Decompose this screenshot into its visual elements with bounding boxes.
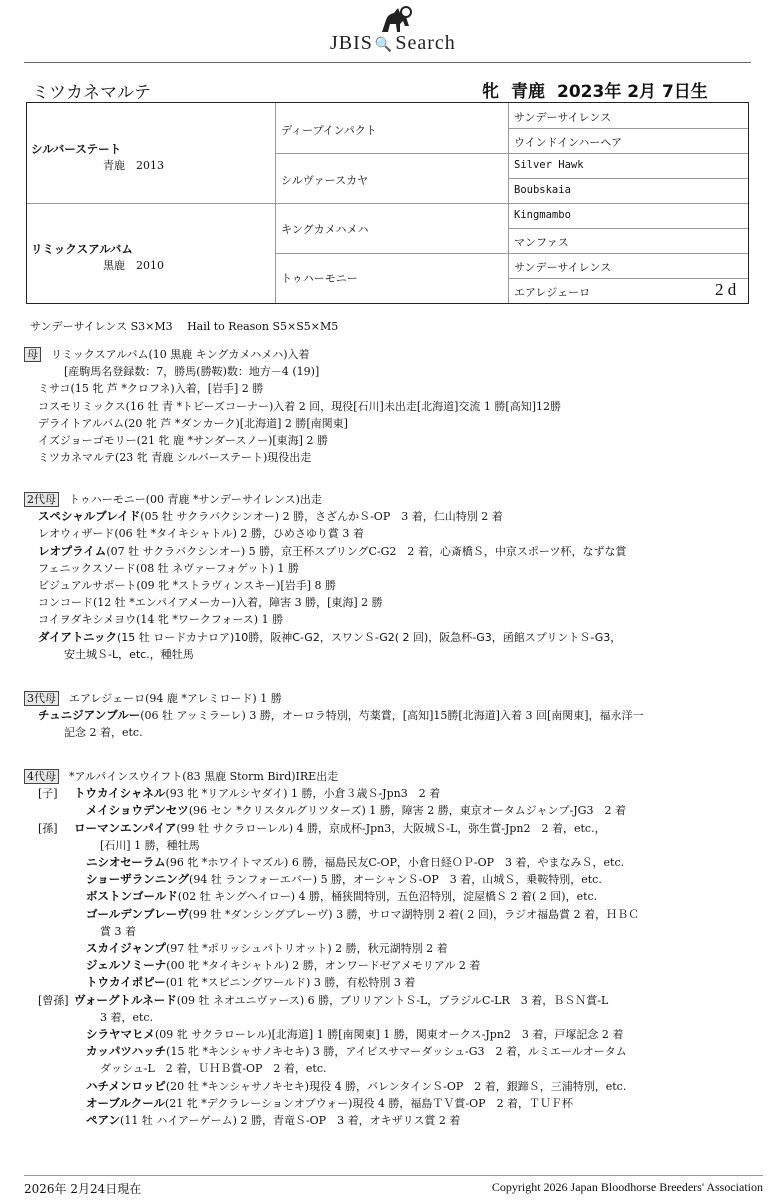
g2-head: トゥハーモニー(00 青鹿 *サンデーサイレンス)出走 [69,493,322,506]
pedigree-sdd[interactable]: Boubskaia [514,184,571,196]
g3-head: エアレジェーロ(94 鹿 *アレミロード) 1 勝 [69,692,282,705]
pedigree-line: カッパツハッチ(15 牝 *キンシャサノキセキ) 3 勝，アイビスサマーダッシュ-G3 2 着，ルミエールオータム [86,1044,627,1059]
pedigree-line: ペアン(11 牡 ハイアーゲーム) 2 勝，青竜Ｓ-OP 3 着，オキザリス賞 2 着 [86,1113,461,1128]
g2-badge: 2代母 [24,492,59,507]
pedigree-line: [孫] ローマンエンパイア(99 牡 サクラローレル) 4 勝，京成杯-Jpn3，大阪城Ｓ-L，弥生賞-Jpn2 2 着，etc.， [38,820,606,835]
dam-line: [産駒馬名登録数：7，勝馬(勝鞍)数：地方－4 (19)] [64,365,320,379]
pedigree-ss[interactable]: ディープインパクト [281,124,377,137]
dam-name: リミックスアルバム [31,242,133,256]
pedigree-ssd[interactable]: ウインドインハーヘア [514,136,623,149]
pedigree-line [24,491,757,508]
horse-birth: 2023年 2月 7日生 [557,82,708,102]
pedigree-line [24,768,757,785]
pedigree-dds[interactable]: サンデーサイレンス [514,261,612,274]
second-dam-section [24,491,757,663]
footer-divider [24,1175,763,1176]
dam-head: リミックスアルバム(10 黒鹿 キングカメハメハ)入着 [51,348,310,361]
g2-cont: 安土城Ｓ-L，etc.，種牡馬 [64,647,194,661]
logo-text: JBIS 🔍 Search [330,32,456,54]
pedigree-line: ボストンゴールド(02 牡 キングヘイロー) 4 勝，桶狭間特別，五色沼特別，淀屋橋Ｓ 2 着( 2 回)，etc. [86,889,598,904]
pedigree-line: ニシオセーラム(96 牝 *ホワイトマズル) 6 勝，福島民友C-OP，小倉日経ＯＰ-OP 3 着，やまなみＳ，etc. [86,855,625,870]
pedigree-sds[interactable]: Silver Hawk [514,159,584,171]
g2-line: レオプライム(07 牡 サクラバクシンオー) 5 勝，京王杯スプリングC-G2 2 着，心斎橋Ｓ，中京スポーツ杯，なずな賞 [38,543,627,558]
dam-info: 黒鹿 2010 [103,259,164,272]
g4-head: *アルパインスウイフト(83 黒鹿 Storm Bird)IRE出走 [69,770,339,783]
pedigree-line: スカイジャンプ(97 牡 *ポリッシュパトリオット) 2 勝，秋元湖特別 2 着 [86,941,448,956]
horse-sex: 牝 [482,82,499,102]
pedigree-sss[interactable]: サンデーサイレンス [514,111,612,124]
header-divider [24,62,751,63]
pedigree-line: ジェルソミーナ(00 牝 *タイキシャトル) 2 勝，オンワードゼアメモリアル 2 着 [86,958,481,973]
g3-cont: 記念 2 着，etc. [64,726,143,740]
g4-badge: 4代母 [24,769,59,784]
pedigree-line: ハチメンロッピ(20 牡 *キンシャサノキセキ)現役 4 勝，バレンタインＳ-OP 2 着，銀蹄Ｓ，三浦特別，etc. [86,1078,627,1093]
g2-line: コンコード(12 牡 *エンパイアメーカー)入着，障害 3 勝，[東海] 2 勝 [38,596,383,610]
sire-name: シルバーステート [31,142,122,156]
g2-line: レオウィザード(06 牡 *タイキシャトル) 2 勝，ひめさゆり賞 3 着 [38,527,364,541]
dam-line: コスモリミックス(16 牡 青 *トビーズコーナー)入着 2 回，現役[石川]未出走[北海道]交流 1 勝[高知]12勝 [38,399,561,413]
g3-badge: 3代母 [24,691,59,706]
g2-line: ビジュアルサポート(09 牝 *ストラヴィンスキー)[岩手] 8 勝 [38,579,336,593]
pedigree-line: [曾孫] ヴォーグトルネード(09 牡 ネオユニヴァース) 6 勝，ブリリアントＳ-L，ブラジルC-LR 3 着，ＢＳＮ賞-L [38,992,609,1007]
pedigree-line: トウカイポピー(01 牝 *スピニングワールド) 3 勝，有松特別 3 着 [86,975,416,990]
sire-info: 青鹿 2013 [103,159,164,172]
horse-name: ミツカネマルテ [32,83,151,103]
pedigree-line: 3 着，etc. [100,1010,154,1024]
g2-line: フェニックスソード(08 牡 ネヴァーフォゲット) 1 勝 [38,561,299,575]
pedigree-ddd[interactable]: エアレジェーロ [514,286,591,299]
pedigree-dd[interactable]: トゥハーモニー [281,272,358,285]
pedigree-line: ゴールデンブレーヴ(99 牡 *ダンシングブレーヴ) 3 勝，サロマ湖特別 2 着( 2 回)，ラジオ福島賞 2 着，ＨＢＣ [86,906,640,921]
dam-line: ミサコ(15 牝 芦 *クロフネ)入着，[岩手] 2 勝 [38,382,264,396]
horse-profile [482,77,708,102]
family-number: 2 d [715,280,737,299]
pedigree-sd[interactable]: シルヴァースカヤ [281,174,369,187]
pedigree-line: ダッシュ-L 2 着，ＵＨＢ賞-OP 2 着，etc. [100,1062,327,1076]
pedigree-line: ショーザランニング(94 牡 ランフォーエバー) 5 勝，オーシャンＳ-OP 3 着，山城Ｓ，乗鞍特別，etc. [86,872,602,887]
pedigree-sire[interactable] [31,141,164,173]
g2-line: コイヲダキシメヨウ(14 牝 *ワークフォース) 1 勝 [38,613,284,627]
copyright: Copyright 2026 Japan Bloodhorse Breeders' Association [491,1180,763,1194]
pedigree-table [26,102,749,304]
jbis-logo[interactable] [330,6,460,56]
pedigree-dsd[interactable]: マンファス [514,236,569,249]
inbreeding-note: サンデーサイレンス S3×M3 Hail to Reason S5×S5×M5 [30,320,339,333]
third-dam-section [24,690,757,742]
horse-color: 青鹿 [511,82,545,102]
dam-line: ミツカネマルテ(23 牝 青鹿 シルバーステート)現役出走 [38,451,312,465]
g2-line: ダイアトニック(15 牡 ロードカナロア)10勝，阪神C-G2，スワンＳ-G2( 2 回)，阪急杯-G3，函館スプリントＳ-G3， [38,629,622,644]
pedigree-dss[interactable]: Kingmambo [514,209,571,221]
g3-line: チュニジアンブルー(06 牡 アッミラーレ) 3 勝，オーロラ特別，芍薬賞，[高知]15勝[北海道]入着 3 回[南関東]，福永洋一 [38,708,644,723]
pedigree-ds[interactable]: キングカメハメハ [281,223,369,236]
pedigree-line: 賞 3 着 [100,924,136,938]
pedigree-line [24,690,757,707]
pedigree-line: シラヤマヒメ(09 牝 サクラローレル)[北海道] 1 勝[南関東] 1 勝，関東オークス-Jpn2 3 着，戸塚記念 2 着 [86,1027,624,1042]
pedigree-dam[interactable] [31,241,164,273]
g2-line: スペシャルブレイド(05 牡 サクラバクシンオー) 2 勝，さざんかＳ-OP 3 着，仁山特別 2 着 [38,509,503,524]
pedigree-line [24,346,757,363]
pedigree-line: [石川] 1 勝，種牡馬 [100,838,200,852]
pedigree-line: [子] トウカイシャネル(93 牝 *リアルシヤダイ) 1 勝，小倉３歳Ｓ-Jpn3 2 着 [38,786,441,801]
fourth-dam-section [24,768,757,1129]
report-date: 2026年 2月24日現在 [24,1182,142,1196]
horse-logo-icon [376,6,416,34]
dam-line: デライトアルバム(20 牝 芦 *ダンカーク)[北海道] 2 勝[南関東] [38,416,348,430]
dam-badge: 母 [24,347,41,362]
dam-section [24,346,757,466]
dam-line: イズジョーゴモリー(21 牝 鹿 *サンダースノー)[東海] 2 勝 [38,434,328,448]
pedigree-line: オーブルクール(21 牝 *デクラレーションオブウォー)現役 4 勝，福島ＴＶ賞-OP 2 着，ＴＵＦ杯 [86,1095,574,1110]
pedigree-line: メイショウデンセツ(96 セン *クリスタルグリツターズ) 1 勝，障害 2 勝，東京オータムジャンプ-JG3 2 着 [86,803,626,818]
